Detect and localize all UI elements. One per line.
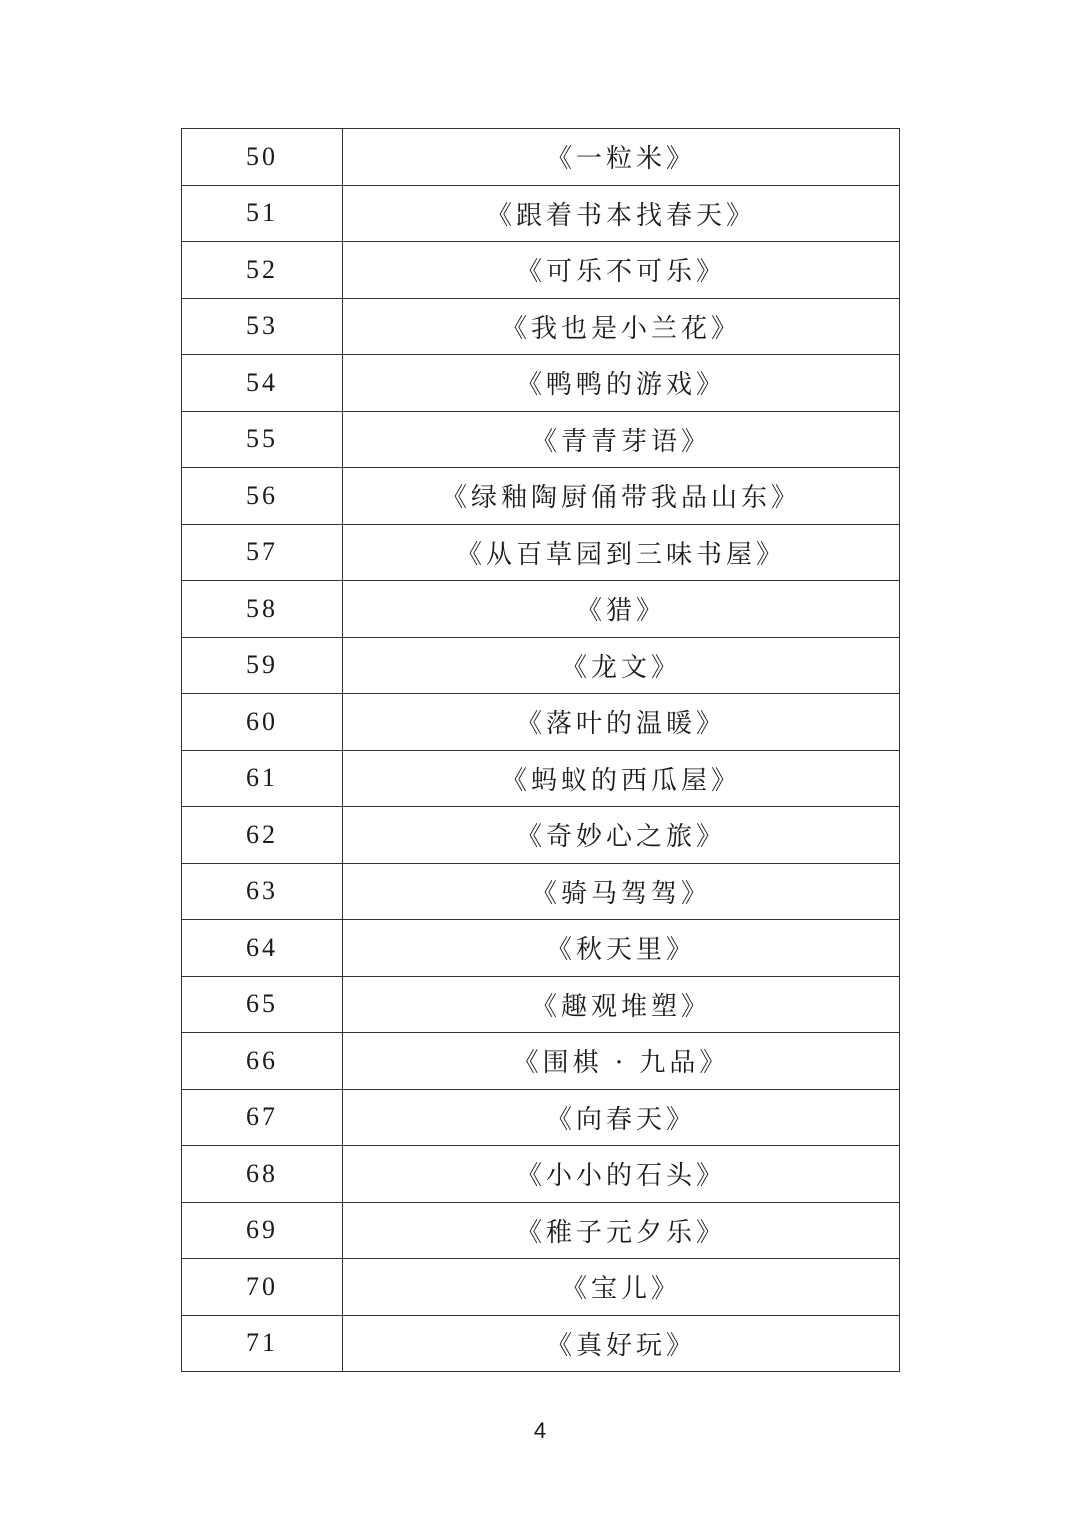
work-title-cell: 《我也是小兰花》 xyxy=(343,298,900,355)
table-row xyxy=(182,1202,900,1259)
table-row xyxy=(182,242,900,299)
work-title-cell: 《真好玩》 xyxy=(343,1315,900,1372)
work-title-cell: 《稚子元夕乐》 xyxy=(343,1202,900,1259)
work-title-cell: 《向春天》 xyxy=(343,1089,900,1146)
work-title-cell: 《绿釉陶厨俑带我品山东》 xyxy=(343,468,900,525)
table-row xyxy=(182,637,900,694)
row-number-cell: 57 xyxy=(182,524,343,581)
table-row xyxy=(182,185,900,242)
row-number-cell: 68 xyxy=(182,1146,343,1203)
table-row xyxy=(182,750,900,807)
work-title-cell: 《小小的石头》 xyxy=(343,1146,900,1203)
work-title-cell: 《趣观堆塑》 xyxy=(343,976,900,1033)
row-number-cell: 58 xyxy=(182,581,343,638)
table-row xyxy=(182,863,900,920)
work-title-cell: 《从百草园到三味书屋》 xyxy=(343,524,900,581)
work-title-cell: 《奇妙心之旅》 xyxy=(343,807,900,864)
row-number-cell: 50 xyxy=(182,129,343,186)
work-title-cell: 《龙文》 xyxy=(343,637,900,694)
work-title-cell: 《鸭鸭的游戏》 xyxy=(343,355,900,412)
row-number-cell: 51 xyxy=(182,185,343,242)
works-table xyxy=(181,128,900,1372)
row-number-cell: 56 xyxy=(182,468,343,525)
work-title-cell: 《落叶的温暖》 xyxy=(343,694,900,751)
row-number-cell: 52 xyxy=(182,242,343,299)
work-title-cell: 《围棋 · 九品》 xyxy=(343,1033,900,1090)
work-title-cell: 《蚂蚁的西瓜屋》 xyxy=(343,750,900,807)
row-number-cell: 67 xyxy=(182,1089,343,1146)
row-number-cell: 66 xyxy=(182,1033,343,1090)
row-number-cell: 55 xyxy=(182,411,343,468)
table-row xyxy=(182,920,900,977)
row-number-cell: 69 xyxy=(182,1202,343,1259)
works-table-body xyxy=(182,129,900,1372)
row-number-cell: 70 xyxy=(182,1259,343,1316)
table-row xyxy=(182,355,900,412)
table-row xyxy=(182,1146,900,1203)
work-title-cell: 《可乐不可乐》 xyxy=(343,242,900,299)
table-row xyxy=(182,1315,900,1372)
table-row xyxy=(182,1089,900,1146)
page-number: 4 xyxy=(533,1418,547,1443)
row-number-cell: 60 xyxy=(182,694,343,751)
table-row xyxy=(182,524,900,581)
work-title-cell: 《秋天里》 xyxy=(343,920,900,977)
row-number-cell: 63 xyxy=(182,863,343,920)
work-title-cell: 《一粒米》 xyxy=(343,129,900,186)
work-title-cell: 《跟着书本找春天》 xyxy=(343,185,900,242)
row-number-cell: 53 xyxy=(182,298,343,355)
table-row xyxy=(182,807,900,864)
table-row xyxy=(182,976,900,1033)
table-row xyxy=(182,581,900,638)
work-title-cell: 《骑马驾驾》 xyxy=(343,863,900,920)
table-row xyxy=(182,468,900,525)
table-row xyxy=(182,298,900,355)
row-number-cell: 71 xyxy=(182,1315,343,1372)
work-title-cell: 《猎》 xyxy=(343,581,900,638)
row-number-cell: 59 xyxy=(182,637,343,694)
row-number-cell: 65 xyxy=(182,976,343,1033)
row-number-cell: 62 xyxy=(182,807,343,864)
table-row xyxy=(182,129,900,186)
work-title-cell: 《宝儿》 xyxy=(343,1259,900,1316)
row-number-cell: 64 xyxy=(182,920,343,977)
row-number-cell: 54 xyxy=(182,355,343,412)
table-row xyxy=(182,1259,900,1316)
table-row xyxy=(182,694,900,751)
work-title-cell: 《青青芽语》 xyxy=(343,411,900,468)
row-number-cell: 61 xyxy=(182,750,343,807)
table-row xyxy=(182,1033,900,1090)
table-row xyxy=(182,411,900,468)
